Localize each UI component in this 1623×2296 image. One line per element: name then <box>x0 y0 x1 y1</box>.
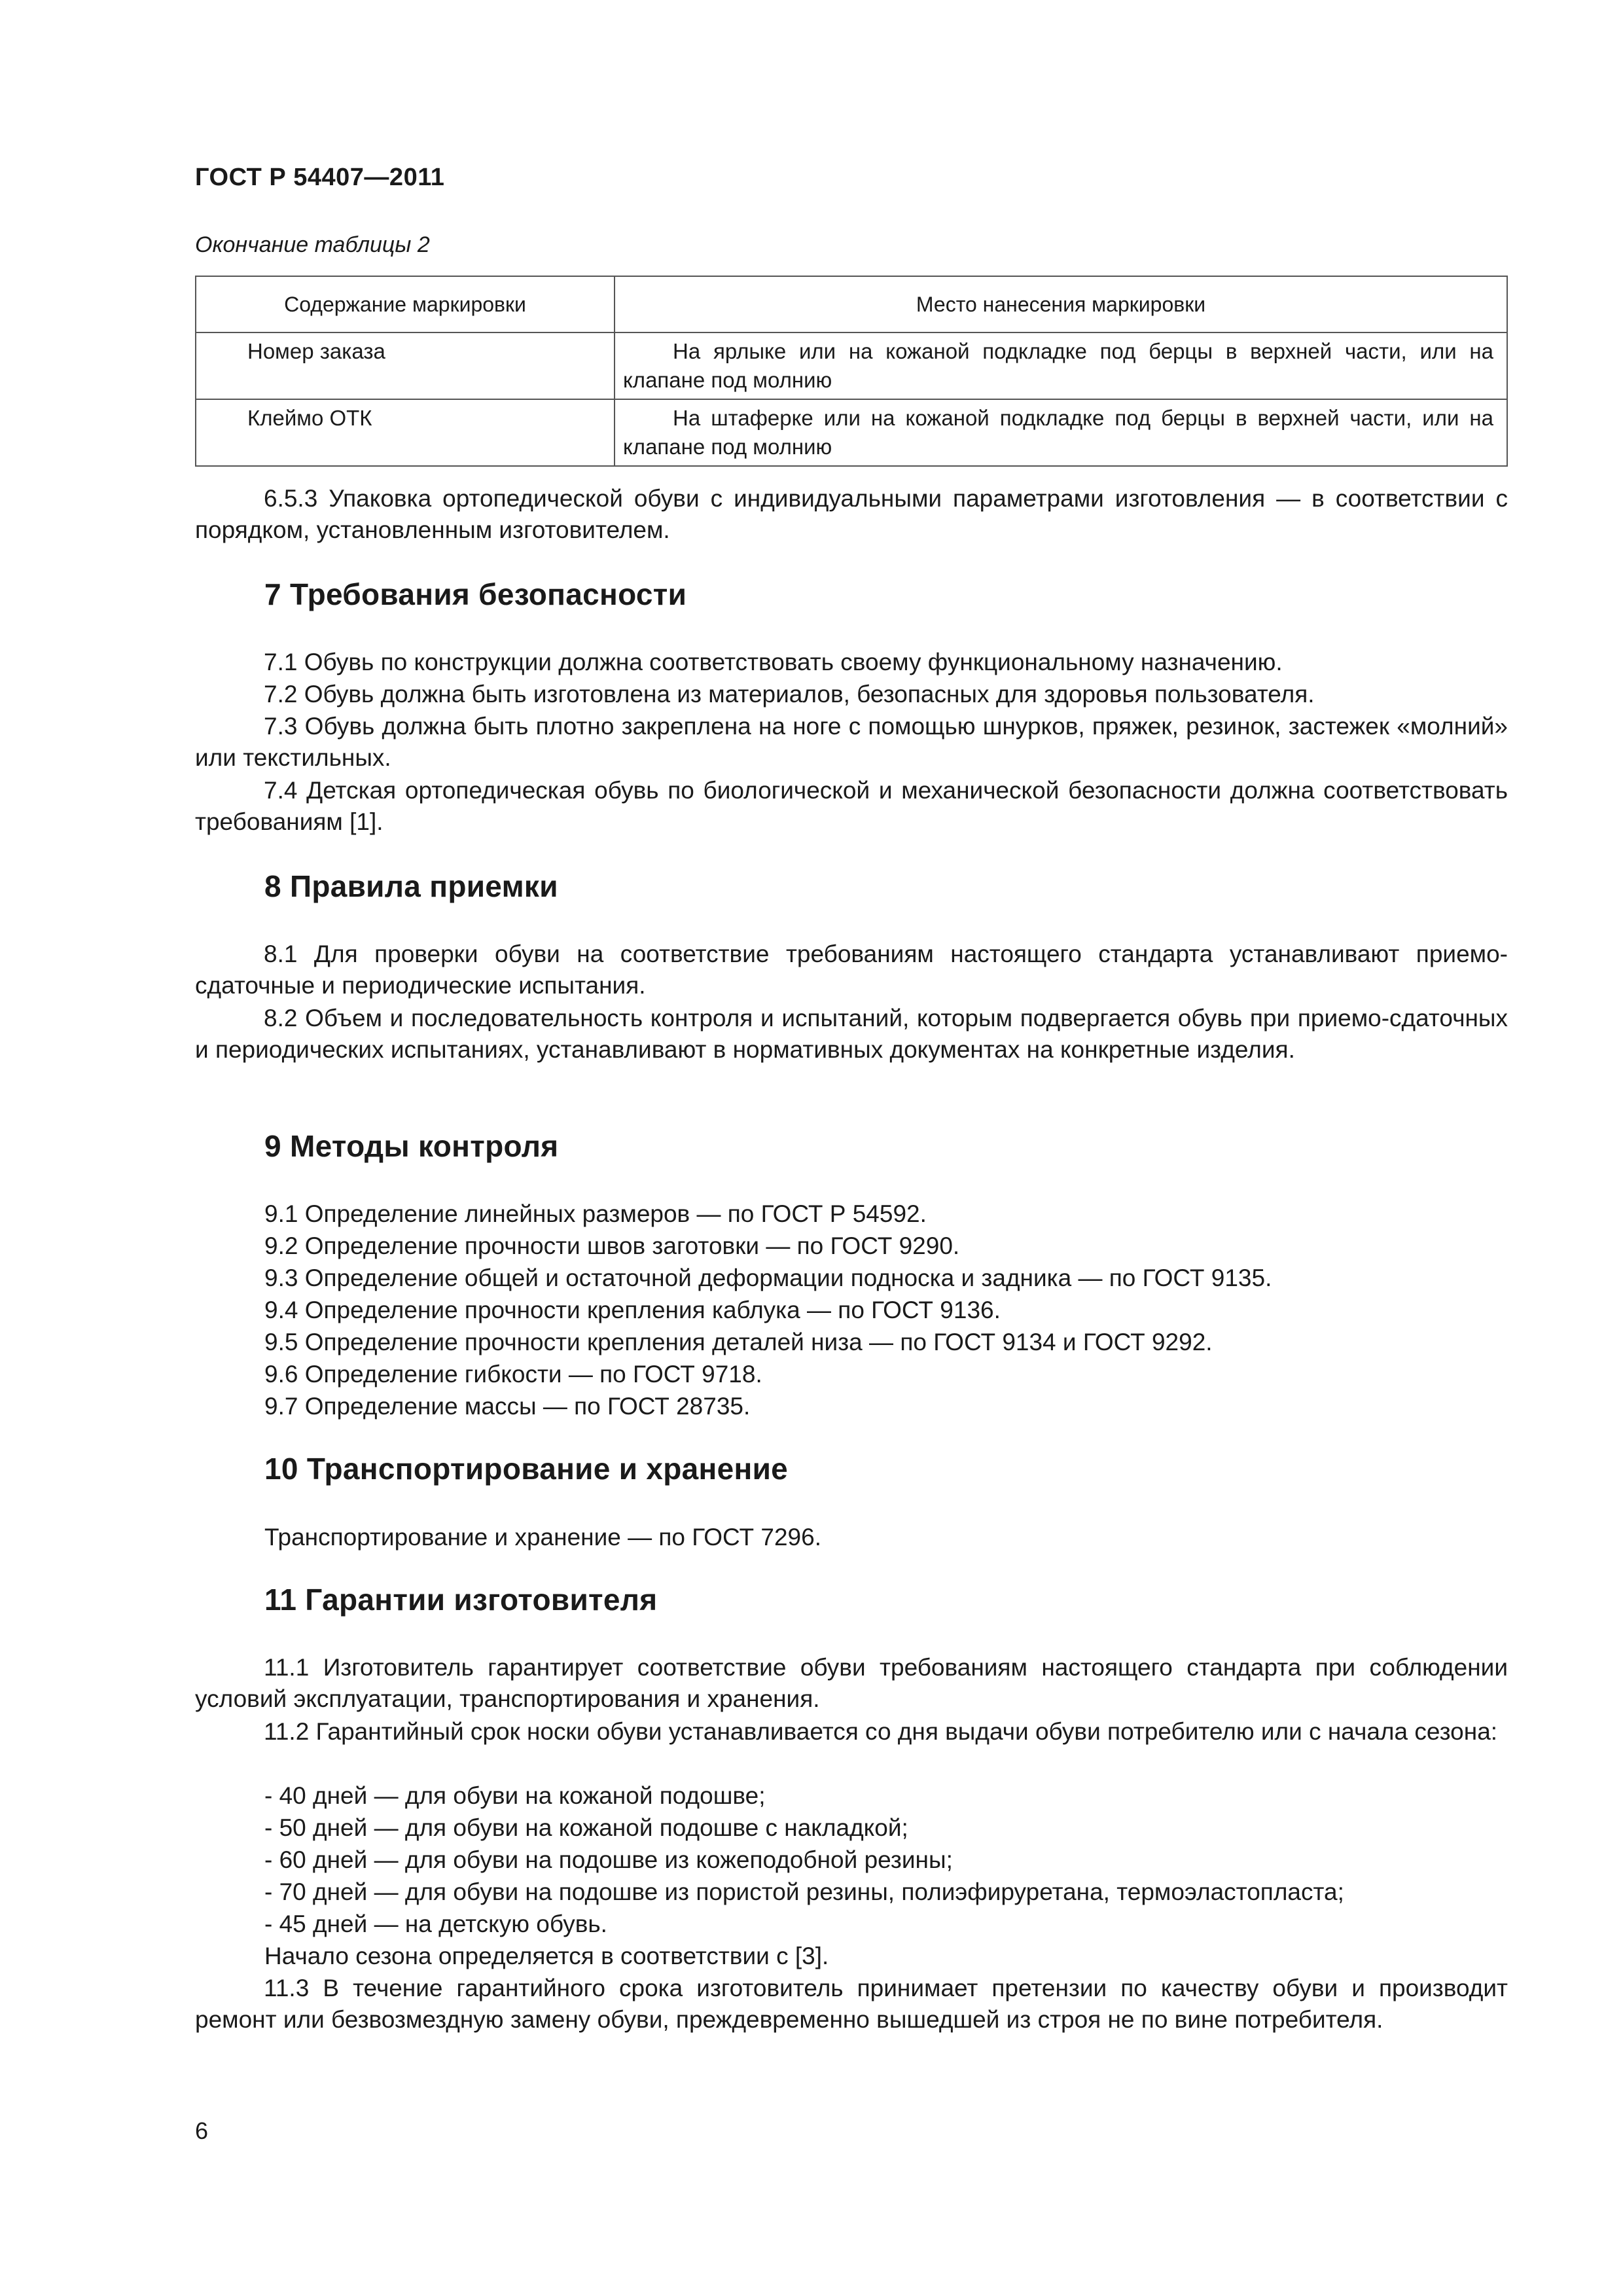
table-cell-place-text: На ярлыке или на кожаной подкладке под берцы в верхней части, или на клапане под молнию <box>623 339 1493 392</box>
document-header: ГОСТ Р 54407—2011 <box>195 164 445 191</box>
list-item: 9.6 Определение гибкости — по ГОСТ 9718. <box>264 1361 762 1388</box>
paragraph-7-4 <box>195 775 1508 838</box>
paragraph-8-2 <box>195 1003 1508 1066</box>
list-item: 9.4 Определение прочности крепления каблука — по ГОСТ 9136. <box>264 1297 1001 1323</box>
paragraph-text: 7.1 Обувь по конструкции должна соответствовать своему функциональному назначению. <box>264 649 1283 675</box>
list-item: 9.3 Определение общей и остаточной деформации подноска и задника — по ГОСТ 9135. <box>264 1265 1272 1291</box>
list-item: - 40 дней — для обуви на кожаной подошве; <box>264 1782 766 1809</box>
marking-table <box>195 276 1508 467</box>
paragraph-text: 7.2 Обувь должна быть изготовлена из материалов, безопасных для здоровья пользователя. <box>264 681 1315 708</box>
table-cell-place-text: На штаферке или на кожаной подкладке под берцы в верхней части, или на клапане под молнию <box>623 406 1493 459</box>
section-8-title: 8 Правила приемки <box>264 869 558 903</box>
section-7-title: 7 Требования безопасности <box>264 577 687 611</box>
paragraph-text: 11.3 В течение гарантийного срока изготовитель принимает претензии по качеству обуви и производит ремонт или безвозмездную замену обуви, преждевременно вышедшей из строя не по вине потребителя. <box>195 1975 1508 2033</box>
list-item: - 60 дней — для обуви на подошве из кожеподобной резины; <box>264 1846 953 1873</box>
paragraph-7-3 <box>195 711 1508 774</box>
list-item: 9.7 Определение массы — по ГОСТ 28735. <box>264 1393 751 1420</box>
list-item: - 45 дней — на детскую обувь. <box>264 1910 607 1937</box>
paragraph-text: 11.2 Гарантийный срок носки обуви устанавливается со дня выдачи обуви потребителю или с начала сезона: <box>264 1718 1498 1745</box>
table-header-row <box>196 276 1507 332</box>
paragraph-text: 6.5.3 Упаковка ортопедической обуви с индивидуальными параметрами изготовления — в соответствии с порядком, установленным изготовителем. <box>195 485 1508 543</box>
column-header-content: Содержание маркировки <box>196 276 615 332</box>
paragraph-11-1 <box>195 1652 1508 1715</box>
section-11-title: 11 Гарантии изготовителя <box>264 1583 658 1617</box>
paragraph-7-1 <box>195 647 1508 678</box>
list-item: - 50 дней — для обуви на кожаной подошве с накладкой; <box>264 1814 908 1841</box>
table-cell-place <box>615 399 1507 466</box>
section-9-title: 9 Методы контроля <box>264 1129 559 1163</box>
table-row <box>196 399 1507 466</box>
paragraph-11-3 <box>195 1973 1508 2036</box>
paragraph-text: 7.3 Обувь должна быть плотно закреплена на ноге с помощью шнурков, пряжек, резинок, застежек «молний» или текстильных. <box>195 713 1508 771</box>
section-10-text: Транспортирование и хранение — по ГОСТ 7296. <box>264 1524 821 1551</box>
table-cell-content: Номер заказа <box>196 332 615 399</box>
list-item: 9.1 Определение линейных размеров — по ГОСТ Р 54592. <box>264 1200 927 1227</box>
paragraph-text: 8.2 Объем и последовательность контроля и испытаний, которым подвергается обувь при приемо-сдаточных и периодических испытаниях, устанавливают в нормативных документах на конкретные изделия. <box>195 1005 1508 1063</box>
paragraph-text: 11.1 Изготовитель гарантирует соответствие обуви требованиям настоящего стандарта при соблюдении условий эксплуатации, транспортирования и хранения. <box>195 1654 1508 1712</box>
paragraph-6-5-3 <box>195 483 1508 546</box>
column-header-place: Место нанесения маркировки <box>615 276 1507 332</box>
paragraph-text: 7.4 Детская ортопедическая обувь по биологической и механической безопасности должна соответствовать требованиям [1]. <box>195 777 1508 835</box>
paragraph-text: 8.1 Для проверки обуви на соответствие требованиям настоящего стандарта устанавливают приемо-сдаточные и периодические испытания. <box>195 941 1508 999</box>
season-note: Начало сезона определяется в соответствии с [3]. <box>264 1943 829 1969</box>
section-10-title: 10 Транспортирование и хранение <box>264 1452 789 1486</box>
list-item: - 70 дней — для обуви на подошве из пористой резины, полиэфируретана, термоэластопласта; <box>264 1878 1344 1905</box>
list-item: 9.2 Определение прочности швов заготовки — по ГОСТ 9290. <box>264 1232 960 1259</box>
table-caption: Окончание таблицы 2 <box>195 232 430 257</box>
table-cell-place <box>615 332 1507 399</box>
table-cell-content: Клеймо ОТК <box>196 399 615 466</box>
list-item: 9.5 Определение прочности крепления деталей низа — по ГОСТ 9134 и ГОСТ 9292. <box>264 1329 1213 1355</box>
page-number: 6 <box>195 2117 209 2144</box>
paragraph-11-2 <box>195 1716 1508 1748</box>
paragraph-8-1 <box>195 939 1508 1001</box>
paragraph-7-2 <box>195 679 1508 710</box>
table-row <box>196 332 1507 399</box>
